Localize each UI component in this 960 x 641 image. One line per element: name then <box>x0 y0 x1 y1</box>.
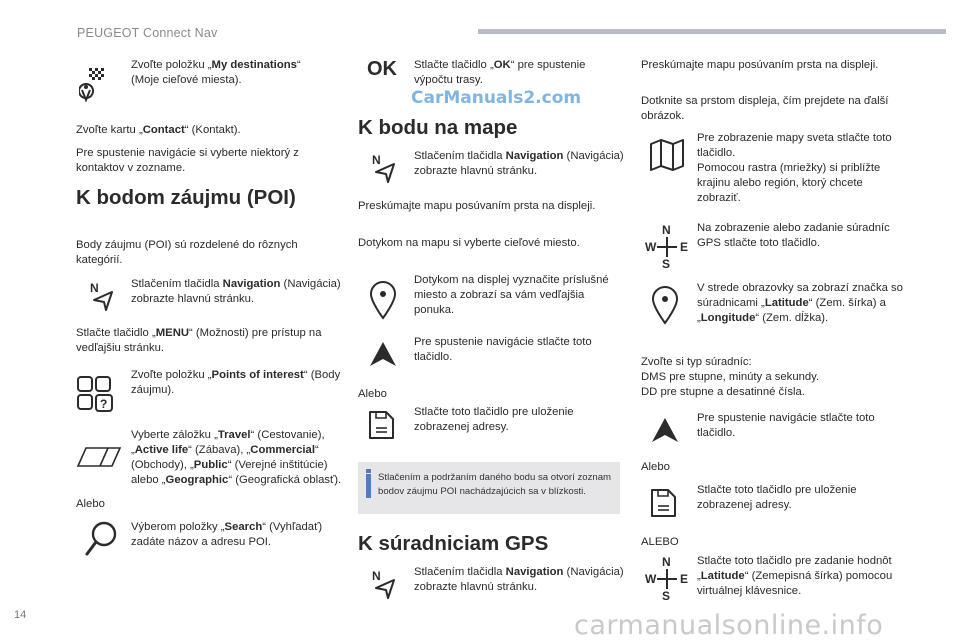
text-world-map: Pre zobrazenie mapy sveta stlačte toto tlačidlo. Pomocou rastra (mriežky) si priblížte krajinu alebo región, ktorý chcete zobraziť. <box>697 132 892 204</box>
watermark: CarManuals2.com <box>411 88 582 108</box>
gps-compass-icon <box>645 224 689 270</box>
info-icon-bar <box>366 474 371 498</box>
text-points-of-interest: Zvoľte položku „Points of interest“ (Body záujmu). <box>131 369 341 396</box>
heading-poi: K bodom záujmu (POI) <box>76 186 296 209</box>
text-navigation-2: Stlačením tlačidla Navigation (Navigácia) zobrazte hlavnú stránku. <box>414 150 624 177</box>
svg-text:S: S <box>662 589 671 602</box>
text-next-image: Dotknite sa prstom displeja, čím prejdete na ďalší obrázok. <box>641 95 889 122</box>
info-icon <box>366 469 371 473</box>
destination-flag-icon <box>79 66 105 102</box>
text-navigation-3: Stlačením tlačidla Navigation (Navigácia) zobrazte hlavnú stránku. <box>414 566 624 593</box>
text-navigation: Stlačením tlačidla Navigation (Navigácia) zobrazte hlavnú stránku. <box>131 278 341 305</box>
save-address-icon <box>648 486 678 520</box>
save-address-icon <box>366 408 396 442</box>
navigation-arrow-icon <box>90 282 116 312</box>
search-icon <box>84 520 118 558</box>
info-tip-box <box>358 462 620 514</box>
header-bar <box>478 29 946 34</box>
svg-text:N: N <box>662 224 671 237</box>
map-pin-icon <box>368 280 398 320</box>
text-contact: Zvoľte kartu „Contact“ (Kontakt). <box>76 124 241 136</box>
footer-watermark: carmanualsonline.info <box>574 610 884 641</box>
text-explore-map-3: Preskúmajte mapu posúvaním prsta na displeji. <box>641 59 879 71</box>
info-tip-text: Stlačením a podržaním daného bodu sa otvorí zoznam bodov záujmu POI nachádzajúcich sa v blízkosti. <box>378 472 612 497</box>
start-navigation-icon <box>368 340 398 368</box>
text-menu: Stlačte tlačidlo „MENU“ (Možnosti) pre prístup na vedľajšiu stránku. <box>76 327 322 354</box>
svg-text:?: ? <box>100 397 108 411</box>
text-tabs: Vyberte záložku „Travel“ (Cestovanie), „Active life“ (Zábava), „Commercial“ (Obchody), „Public“ (Verejné inštitúcie) alebo „Geographic“ (Geografická oblasť). <box>131 429 342 486</box>
navigation-arrow-icon <box>372 570 398 600</box>
text-latitude-entry: Stlačte toto tlačidlo pre zadanie hodnôt „Latitude“ (Zemepisná šírka) pomocou virtuálnej klávesnice. <box>697 555 893 597</box>
ok-button-icon: OK <box>367 58 397 80</box>
start-navigation-icon <box>650 416 680 444</box>
svg-text:N: N <box>662 556 671 569</box>
svg-text:W: W <box>645 240 657 254</box>
text-alebo: Alebo <box>76 498 105 510</box>
svg-text:N: N <box>372 154 381 167</box>
text-save-address-3: Stlačte toto tlačidlo pre uloženie zobrazenej adresy. <box>697 484 857 511</box>
text-alebo-2: Alebo <box>358 388 387 400</box>
navigation-arrow-icon <box>372 154 398 184</box>
text-coordinate-type: Zvoľte si typ súradníc: DMS pre stupne, minúty a sekundy. DD pre stupne a desatinné čísla. <box>641 356 820 398</box>
gps-compass-icon <box>645 556 689 602</box>
map-pin-icon <box>650 285 680 325</box>
text-mark-location: Dotykom na displej vyznačite príslušné miesto a zobrazí sa vám vedľajšia ponuka. <box>414 274 609 316</box>
svg-text:N: N <box>90 282 99 295</box>
svg-text:S: S <box>662 257 671 270</box>
text-start-navigation: Pre spustenie navigácie stlačte toto tlačidlo. <box>414 336 592 363</box>
text-start-navigation-3: Pre spustenie navigácie stlačte toto tlačidlo. <box>697 412 875 439</box>
world-map-grid-icon <box>649 138 685 172</box>
heading-gps: K súradniciam GPS <box>358 532 549 555</box>
points-of-interest-icon <box>76 373 122 413</box>
text-poi-intro: Body záujmu (POI) sú rozdelené do rôznych kategórií. <box>76 239 298 266</box>
heading-map-point: K bodu na mape <box>358 116 518 139</box>
text-search: Výberom položky „Search“ (Vyhľadať) zadáte názov a adresu POI. <box>131 521 323 548</box>
text-alebo-3: Alebo <box>641 461 670 473</box>
text-my-destinations: Zvoľte položku „My destinations“ (Moje cieľové miesta). <box>131 59 301 86</box>
text-alebo-caps: ALEBO <box>641 536 679 548</box>
text-touch-map: Dotykom na mapu si vyberte cieľové miesto. <box>358 237 580 249</box>
text-center-marker: V strede obrazovky sa zobrazí značka so súradnicami „Latitude“ (Zem. šírka) a „Longitude“ (Zem. dĺžka). <box>697 282 903 324</box>
page-number: 14 <box>14 609 27 621</box>
svg-text:N: N <box>372 570 381 583</box>
svg-text:E: E <box>680 572 689 586</box>
text-gps-button: Na zobrazenie alebo zadanie súradníc GPS stlačte toto tlačidlo. <box>697 222 890 249</box>
svg-text:E: E <box>680 240 689 254</box>
text-explore-map: Preskúmajte mapu posúvaním prsta na displeji. <box>358 200 596 212</box>
text-save-address: Stlačte toto tlačidlo pre uloženie zobrazenej adresy. <box>414 406 574 433</box>
page-header-title: PEUGEOT Connect Nav <box>77 26 218 40</box>
text-ok: Stlačte tlačidlo „OK“ pre spustenie výpočtu trasy. <box>414 59 586 86</box>
text-start-contact: Pre spustenie navigácie si vyberte niektorý z kontaktov v zozname. <box>76 147 299 174</box>
tab-parallelogram-icon <box>76 446 122 468</box>
svg-text:W: W <box>645 572 657 586</box>
